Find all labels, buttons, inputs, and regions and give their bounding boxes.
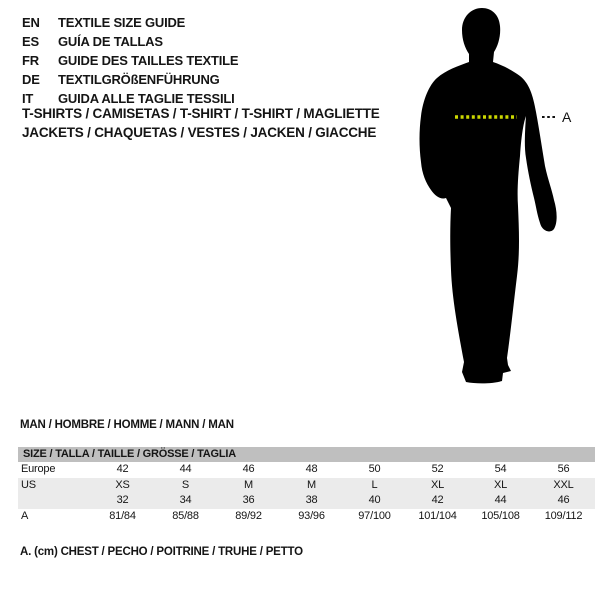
language-list [22, 13, 238, 108]
size-cell: 46 [242, 463, 255, 475]
size-cell: M [307, 478, 316, 491]
size-cell: 54 [494, 463, 507, 475]
size-cell: 48 [305, 463, 318, 475]
language-code: IT [22, 91, 34, 106]
size-cell: XL [493, 478, 508, 491]
size-cell: 32 [116, 494, 129, 506]
size-cell: XL [430, 478, 445, 491]
man-silhouette-svg [390, 0, 590, 400]
category-jackets: JACKETS / CHAQUETAS / VESTES / JACKEN / GIACCHE [22, 125, 377, 140]
size-table-header: SIZE / TALLA / TAILLE / GRÖSSE / TAGLIA [18, 447, 595, 462]
language-row-de [22, 70, 238, 89]
language-code: FR [22, 53, 39, 68]
size-cell: 109/112 [544, 509, 583, 522]
section-heading-man: MAN / HOMBRE / HOMME / MANN / MAN [20, 419, 234, 431]
size-cell: 46 [557, 494, 570, 506]
size-cell: 81/84 [109, 509, 136, 522]
language-label: TEXTILGRÖßENFÜHRUNG [58, 72, 220, 87]
size-row-europe [18, 462, 595, 478]
category-tshirts: T-SHIRTS / CAMISETAS / T-SHIRT / T-SHIRT / MAGLIETTE [22, 106, 380, 121]
man-silhouette-figure [390, 0, 590, 400]
size-cell: 101/104 [418, 509, 457, 522]
row-label: A [21, 509, 29, 522]
size-cell: S [181, 478, 190, 491]
language-row-fr [22, 51, 238, 70]
language-code: DE [22, 72, 40, 87]
size-cell: 40 [368, 494, 381, 506]
size-cell: 44 [494, 494, 507, 506]
row-label: Europe [21, 463, 56, 475]
size-row-numeric [18, 493, 595, 509]
size-cell: 50 [368, 463, 381, 475]
size-cell: XS [115, 478, 130, 491]
size-cell: 38 [305, 494, 318, 506]
measure-label-a: A [562, 109, 572, 125]
size-cell: 34 [179, 494, 192, 506]
size-cell: 93/96 [298, 509, 325, 522]
language-label: GUIDA ALLE TAGLIE TESSILI [58, 91, 235, 106]
language-code: EN [22, 15, 40, 30]
language-label: GUÍA DE TALLAS [58, 34, 163, 49]
category-lines [22, 104, 380, 142]
size-cell: 97/100 [358, 509, 391, 522]
language-row-en [22, 13, 238, 32]
size-cell: 56 [557, 463, 570, 475]
size-table [18, 447, 595, 524]
language-label: GUIDE DES TAILLES TEXTILE [58, 53, 239, 68]
row-label: US [21, 478, 36, 491]
size-cell: 44 [179, 463, 192, 475]
chest-footnote: A. (cm) CHEST / PECHO / POITRINE / TRUHE / PETTO [20, 546, 303, 558]
size-cell: 89/92 [235, 509, 262, 522]
language-label: TEXTILE SIZE GUIDE [58, 15, 186, 30]
size-cell: 36 [242, 494, 255, 506]
size-cell: 42 [116, 463, 129, 475]
man-silhouette-body [420, 8, 557, 383]
row-label [18, 493, 91, 509]
size-row-us [18, 478, 595, 494]
size-cell: XXL [553, 478, 574, 491]
size-cell: L [371, 478, 378, 491]
size-cell: M [244, 478, 253, 491]
size-cell: 85/88 [172, 509, 199, 522]
language-row-es [22, 32, 238, 51]
size-cell: 52 [431, 463, 444, 475]
size-row-chest [18, 509, 595, 525]
language-code: ES [22, 34, 39, 49]
size-cell: 105/108 [481, 509, 520, 522]
size-cell: 42 [431, 494, 444, 506]
